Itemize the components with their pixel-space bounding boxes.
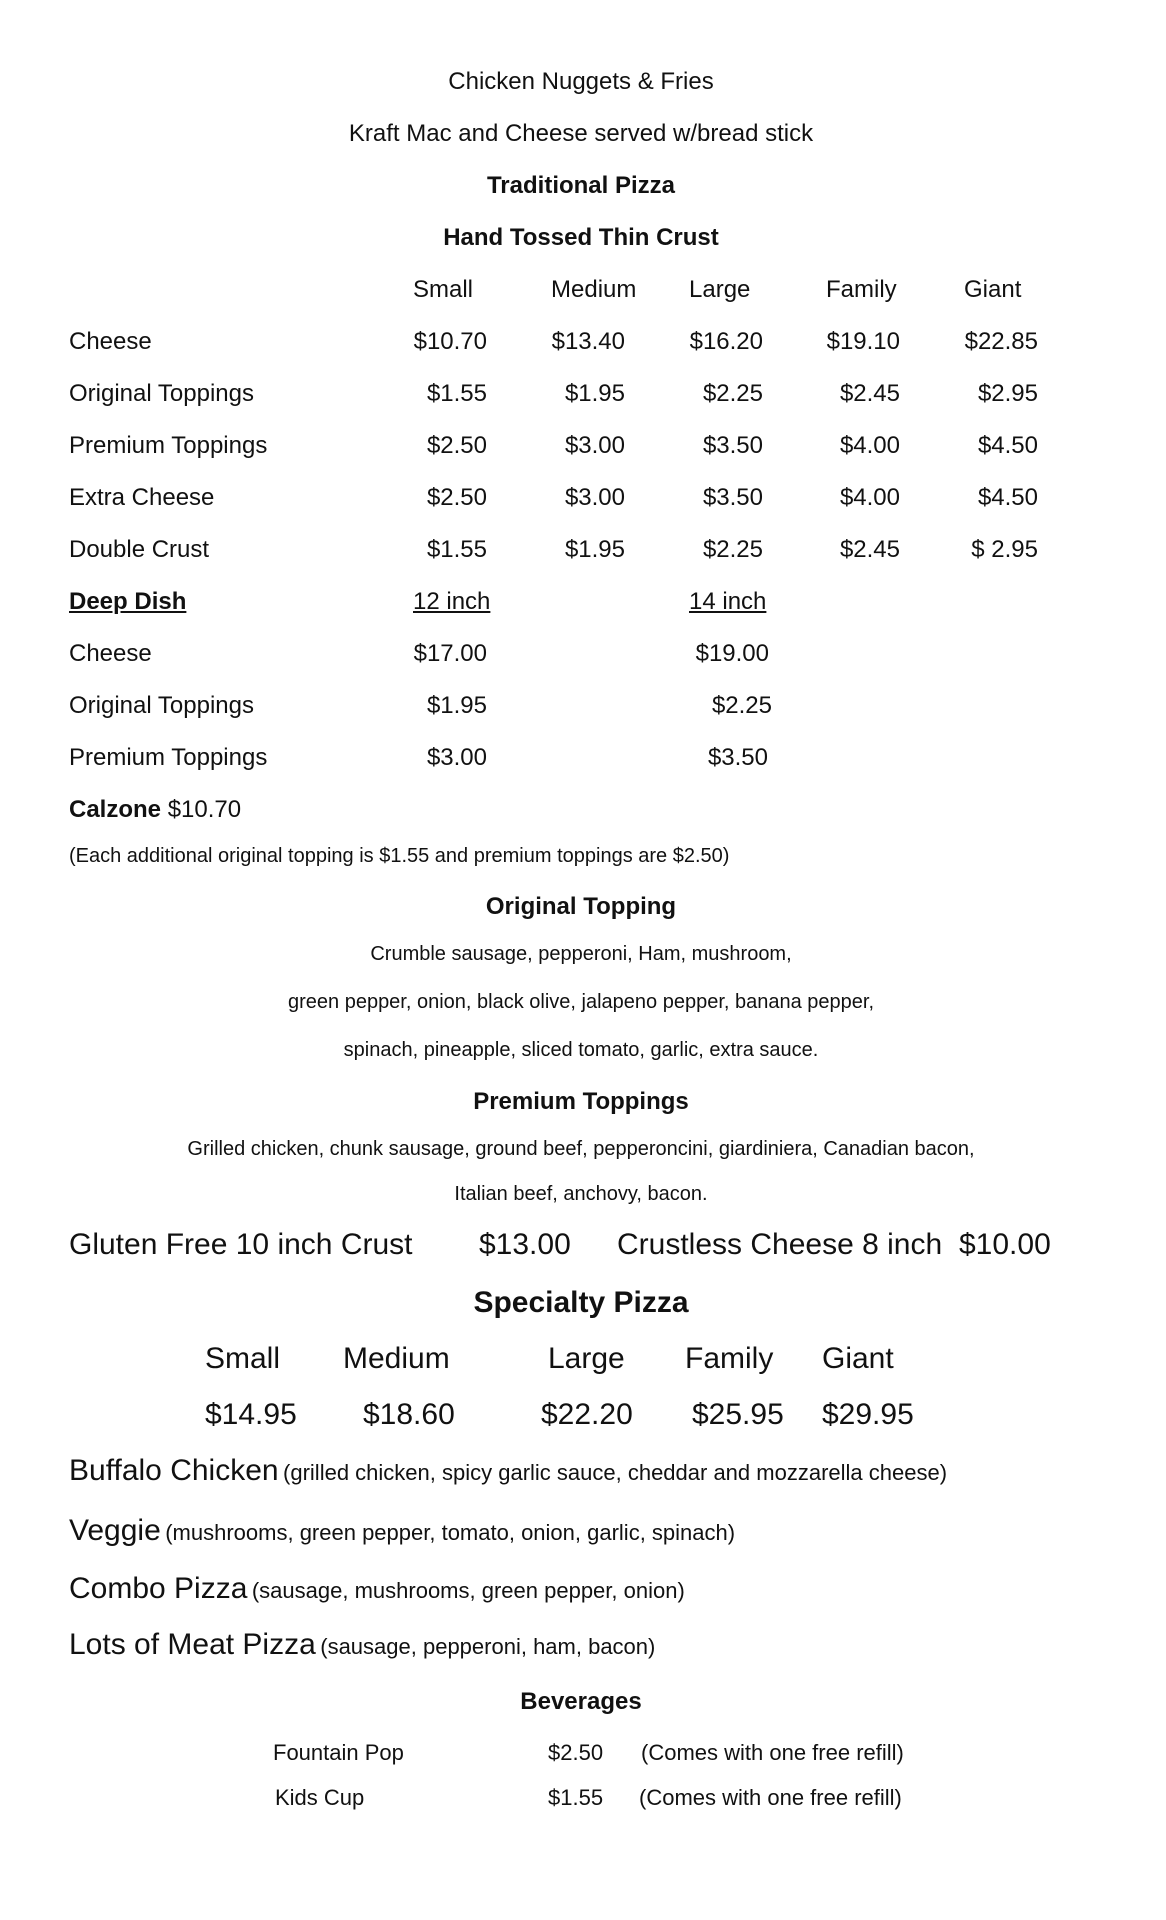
size-header: Medium <box>343 1342 450 1375</box>
price-cell: $14.95 <box>205 1398 297 1431</box>
price-cell: $2.45 <box>839 536 900 563</box>
deep-dish-title: Deep Dish <box>69 588 187 615</box>
original-topping-title: Original Topping <box>485 893 677 920</box>
price-cell: $3.50 <box>702 484 763 511</box>
price-cell: $25.95 <box>692 1398 784 1431</box>
price-cell: $13.40 <box>551 328 625 355</box>
price-cell: $1.95 <box>426 692 487 719</box>
price-cell: $ 2.95 <box>971 536 1038 563</box>
price-cell: $22.20 <box>541 1398 633 1431</box>
price-cell: $1.55 <box>426 380 487 407</box>
price-cell: $17.00 <box>413 640 487 667</box>
size-header: Medium <box>551 276 637 303</box>
size-header: Small <box>205 1342 281 1375</box>
gluten-free-price: $13.00 <box>479 1228 571 1261</box>
price-cell: $3.00 <box>426 744 487 771</box>
calzone-line <box>69 796 241 824</box>
price-cell: $3.50 <box>707 744 768 771</box>
traditional-pizza-title: Traditional Pizza <box>486 172 676 199</box>
price-cell: $19.10 <box>826 328 900 355</box>
size-header: Family <box>826 276 897 303</box>
specialty-item <box>69 1454 947 1488</box>
specialty-item-name: Lots of Meat Pizza <box>69 1628 316 1661</box>
intro-line-1: Chicken Nuggets & Fries <box>448 68 714 95</box>
original-topping-line: spinach, pineapple, sliced tomato, garlic, extra sauce. <box>343 1039 819 1061</box>
size-header: Giant <box>822 1342 894 1375</box>
row-label: Original Toppings <box>69 692 255 719</box>
specialty-item <box>69 1628 655 1662</box>
row-label: Extra Cheese <box>69 484 215 511</box>
price-cell: $2.25 <box>711 692 772 719</box>
price-cell: $3.50 <box>702 432 763 459</box>
size-header: Family <box>685 1342 774 1375</box>
row-label: Original Toppings <box>69 380 255 407</box>
size-header: 12 inch <box>413 588 491 615</box>
price-cell: $29.95 <box>822 1398 914 1431</box>
calzone-price: $10.70 <box>167 796 242 823</box>
beverage-price: $1.55 <box>548 1785 604 1810</box>
price-cell: $1.55 <box>426 536 487 563</box>
intro-line-2: Kraft Mac and Cheese served w/bread stick <box>348 120 814 147</box>
row-label: Premium Toppings <box>69 432 268 459</box>
price-cell: $1.95 <box>564 536 625 563</box>
specialty-item-desc: (mushrooms, green pepper, tomato, onion, garlic, spinach) <box>165 1520 736 1545</box>
price-cell: $2.50 <box>426 484 487 511</box>
original-topping-line: green pepper, onion, black olive, jalapeno pepper, banana pepper, <box>287 991 875 1013</box>
price-cell: $10.70 <box>413 328 487 355</box>
beverage-note: (Comes with one free refill) <box>641 1740 904 1765</box>
specialty-item-name: Combo Pizza <box>69 1572 248 1605</box>
price-cell: $2.25 <box>702 380 763 407</box>
size-header: Large <box>689 276 751 303</box>
price-cell: $1.95 <box>564 380 625 407</box>
price-cell: $19.00 <box>695 640 769 667</box>
beverage-price: $2.50 <box>548 1740 604 1765</box>
price-cell: $2.45 <box>839 380 900 407</box>
crustless-label: Crustless Cheese 8 inch <box>617 1228 943 1261</box>
specialty-item-name: Buffalo Chicken <box>69 1454 279 1487</box>
specialty-item <box>69 1514 735 1548</box>
beverage-note: (Comes with one free refill) <box>639 1785 902 1810</box>
specialty-item-desc: (sausage, pepperoni, ham, bacon) <box>320 1634 656 1659</box>
specialty-item-desc: (grilled chicken, spicy garlic sauce, cheddar and mozzarella cheese) <box>283 1460 948 1485</box>
price-cell: $2.50 <box>426 432 487 459</box>
beverage-name: Kids Cup <box>275 1785 365 1810</box>
price-cell: $4.00 <box>839 484 900 511</box>
size-header: Giant <box>964 276 1022 303</box>
specialty-item-desc: (sausage, mushrooms, green pepper, onion) <box>251 1578 685 1603</box>
price-cell: $3.00 <box>564 432 625 459</box>
row-label: Cheese <box>69 640 152 667</box>
premium-toppings-line: Italian beef, anchovy, bacon. <box>454 1183 708 1205</box>
row-label: Premium Toppings <box>69 744 268 771</box>
specialty-pizza-title: Specialty Pizza <box>473 1286 689 1319</box>
row-label: Cheese <box>69 328 152 355</box>
row-label: Double Crust <box>69 536 210 563</box>
price-cell: $16.20 <box>689 328 763 355</box>
beverage-name: Fountain Pop <box>273 1740 404 1765</box>
crustless-price: $10.00 <box>959 1228 1051 1261</box>
specialty-item <box>69 1572 685 1606</box>
price-cell: $4.00 <box>839 432 900 459</box>
price-cell: $18.60 <box>363 1398 455 1431</box>
price-cell: $4.50 <box>977 432 1038 459</box>
size-header: Large <box>548 1342 625 1375</box>
price-cell: $3.00 <box>564 484 625 511</box>
price-cell: $4.50 <box>977 484 1038 511</box>
price-cell: $2.95 <box>977 380 1038 407</box>
size-header: 14 inch <box>689 588 767 615</box>
premium-toppings-line: Grilled chicken, chunk sausage, ground beef, pepperoncini, giardiniera, Canadian bacon, <box>187 1138 975 1160</box>
specialty-item-name: Veggie <box>69 1514 161 1547</box>
original-topping-line: Crumble sausage, pepperoni, Ham, mushroom, <box>370 943 792 965</box>
gluten-free-label: Gluten Free 10 inch Crust <box>69 1228 413 1261</box>
calzone-label: Calzone <box>69 796 162 823</box>
premium-toppings-title: Premium Toppings <box>473 1088 689 1115</box>
price-cell: $2.25 <box>702 536 763 563</box>
hand-tossed-subtitle: Hand Tossed Thin Crust <box>443 224 719 251</box>
price-cell: $22.85 <box>964 328 1038 355</box>
calzone-note: (Each additional original topping is $1.55 and premium toppings are $2.50) <box>69 845 730 867</box>
beverages-title: Beverages <box>520 1688 642 1715</box>
size-header: Small <box>413 276 474 303</box>
